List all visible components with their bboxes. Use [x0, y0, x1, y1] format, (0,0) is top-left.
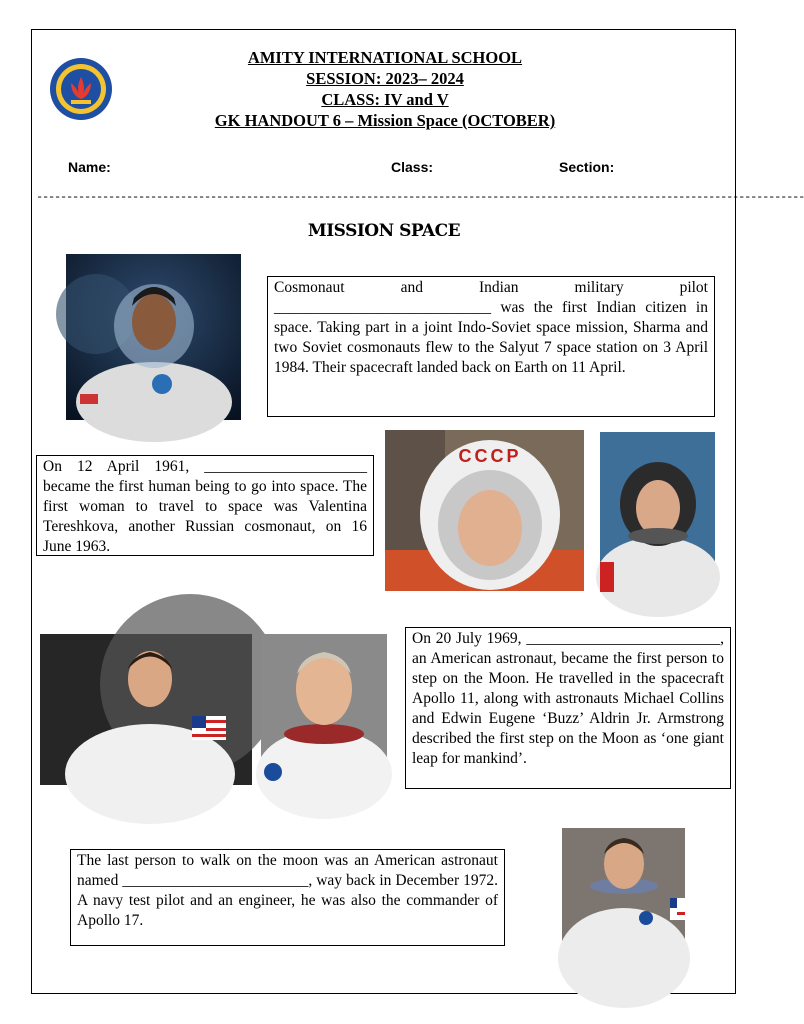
paragraph-sharma: Cosmonaut and Indian military pilot ____________________________ was the first Indian citizen in space. Taking part in a joint Indo-Soviet space mission, Sharma and two Soviet cosmonauts flew to the Salyut 7 space station on 3 April 1984. Their spacecraft landed back on Earth on 11 April. — [267, 276, 715, 417]
photo-gagarin — [385, 430, 584, 591]
paragraph-cernan: The last person to walk on the moon was an American astronaut named ________________________, way back in December 1972. A navy test pilot and an engineer, he was also the commander of Apollo 17. — [70, 849, 505, 946]
paragraph-gagarin: On 12 April 1961, _____________________ became the first human being to go into space. The first woman to travel to space was Valentina Tereshkova, another Russian cosmonaut, on 16 June 1963. — [36, 455, 374, 556]
photo-michael-collins — [40, 634, 252, 785]
dashed-divider: -------------------------------------------------------------------------------------------------------------------------------- — [36, 190, 804, 204]
paragraph-armstrong: On 20 July 1969, _________________________, an American astronaut, became the first person to step on the Moon. He travelled in the spacecraft Apollo 11, along with astronauts Michael Collins and Edwin Eugene ‘Buzz’ Aldrin Jr. Armstrong described the first step on the Moon as ‘one giant leap for mankind’. — [405, 627, 731, 789]
name-field-label: Name: — [68, 159, 111, 175]
session-line: SESSION: 2023– 2024 — [306, 69, 464, 88]
school-logo-icon — [49, 57, 113, 121]
photo-eugene-cernan — [562, 828, 685, 970]
photo-tereshkova — [600, 432, 715, 592]
school-name: AMITY INTERNATIONAL SCHOOL — [247, 48, 523, 67]
class-field-label: Class: — [391, 159, 434, 175]
section-field-label: Section: — [559, 159, 615, 175]
page-title: MISSION SPACE — [307, 221, 461, 241]
helmet-text: CCCP — [458, 446, 522, 466]
photo-rakesh-sharma — [66, 254, 241, 420]
handout-title: GK HANDOUT 6 – Mission Space (OCTOBER) — [214, 111, 556, 130]
photo-buzz-aldrin — [261, 634, 387, 785]
class-line: CLASS: IV and V — [321, 90, 449, 109]
